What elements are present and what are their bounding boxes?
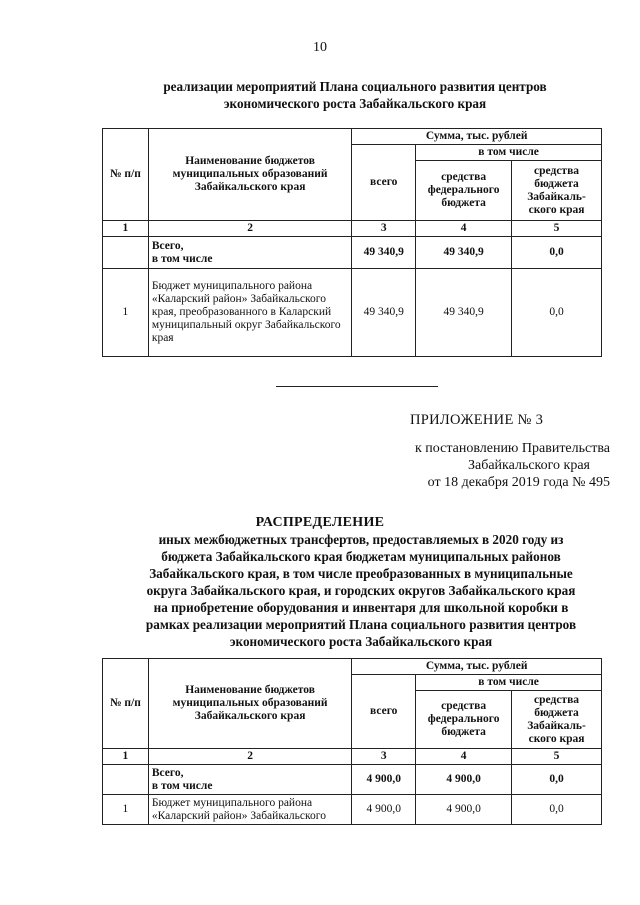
total-row-total: 4 900,0 [352, 765, 416, 795]
col-number: 4 [416, 221, 512, 237]
col-number: 5 [512, 749, 602, 765]
header-incl: в том числе [416, 145, 602, 161]
appendix-line: от 18 декабря 2019 года № 495 [427, 475, 610, 490]
distribution-title: РАСПРЕДЕЛЕНИЕ [255, 515, 385, 530]
distribution-line: экономического роста Забайкальского края [229, 634, 493, 649]
col-number: 3 [352, 221, 416, 237]
distribution-line: Забайкальского края, в том числе преобразованных в муниципальные [149, 566, 573, 581]
distribution-text [118, 531, 604, 650]
total-row-regional: 0,0 [512, 237, 602, 269]
total-row-num [103, 237, 149, 269]
distribution-line: на приобретение оборудования и инвентаря для школьной коробки в [153, 600, 569, 615]
col-number: 4 [416, 749, 512, 765]
appendix-line: к постановлению Правительства [414, 441, 610, 456]
row-regional: 0,0 [512, 795, 602, 825]
header-name: Наименование бюджетов муниципальных образований Забайкальского края [148, 129, 351, 221]
total-row-num [103, 765, 149, 795]
header-total: всего [352, 145, 416, 221]
header-sum: Сумма, тыс. рублей [352, 659, 602, 675]
col-number: 1 [103, 221, 149, 237]
table-row [103, 795, 602, 825]
header-regional: средства бюджета Забайкаль-ского края [512, 161, 602, 221]
header-sum: Сумма, тыс. рублей [352, 129, 602, 145]
row-num: 1 [103, 269, 149, 357]
row-regional: 0,0 [512, 269, 602, 357]
row-total: 4 900,0 [352, 795, 416, 825]
header-name: Наименование бюджетов муниципальных образований Забайкальского края [148, 659, 351, 749]
header-total: всего [352, 675, 416, 749]
budget-table-1 [102, 128, 602, 357]
header-num: № п/п [103, 129, 149, 221]
row-name: Бюджет муниципального района «Каларский район» Забайкальского [148, 795, 351, 825]
table-caption [110, 78, 600, 112]
distribution-line: рамках реализации мероприятий Плана социального развития центров [145, 617, 577, 632]
header-federal: средства федерального бюджета [416, 161, 512, 221]
caption-line: реализации мероприятий Плана социального развития центров [163, 79, 547, 94]
header-incl: в том числе [416, 675, 602, 691]
col-number: 1 [103, 749, 149, 765]
caption-line: экономического роста Забайкальского края [223, 96, 487, 111]
total-row-federal: 49 340,9 [416, 237, 512, 269]
row-federal: 4 900,0 [416, 795, 512, 825]
total-row-label: Всего, в том числе [148, 237, 351, 269]
table-row [103, 269, 602, 357]
row-name: Бюджет муниципального района «Каларский район» Забайкальского края, преобразованного в Каларский муниципальный округ Забайкальского края [148, 269, 351, 357]
header-federal: средства федерального бюджета [416, 691, 512, 749]
appendix-title: ПРИЛОЖЕНИЕ № 3 [410, 412, 544, 428]
appendix-line: Забайкальского края [467, 458, 590, 473]
row-federal: 49 340,9 [416, 269, 512, 357]
page-number: 10 [313, 40, 327, 55]
separator-line [276, 386, 438, 387]
header-regional: средства бюджета Забайкаль-ского края [512, 691, 602, 749]
appendix-reference [380, 440, 610, 491]
col-number: 5 [512, 221, 602, 237]
distribution-line: бюджета Забайкальского края бюджетам муниципальных районов [161, 549, 561, 564]
total-row-federal: 4 900,0 [416, 765, 512, 795]
row-total: 49 340,9 [352, 269, 416, 357]
col-number: 3 [352, 749, 416, 765]
col-number: 2 [148, 221, 351, 237]
header-num: № п/п [103, 659, 149, 749]
total-row-label: Всего, в том числе [148, 765, 351, 795]
col-number: 2 [148, 749, 351, 765]
distribution-line: иных межбюджетных трансфертов, предоставляемых в 2020 году из [158, 532, 564, 547]
budget-table-2 [102, 658, 602, 825]
total-row-total: 49 340,9 [352, 237, 416, 269]
total-row-regional: 0,0 [512, 765, 602, 795]
row-num: 1 [103, 795, 149, 825]
distribution-line: округа Забайкальского края, и городских округов Забайкальского края [146, 583, 576, 598]
